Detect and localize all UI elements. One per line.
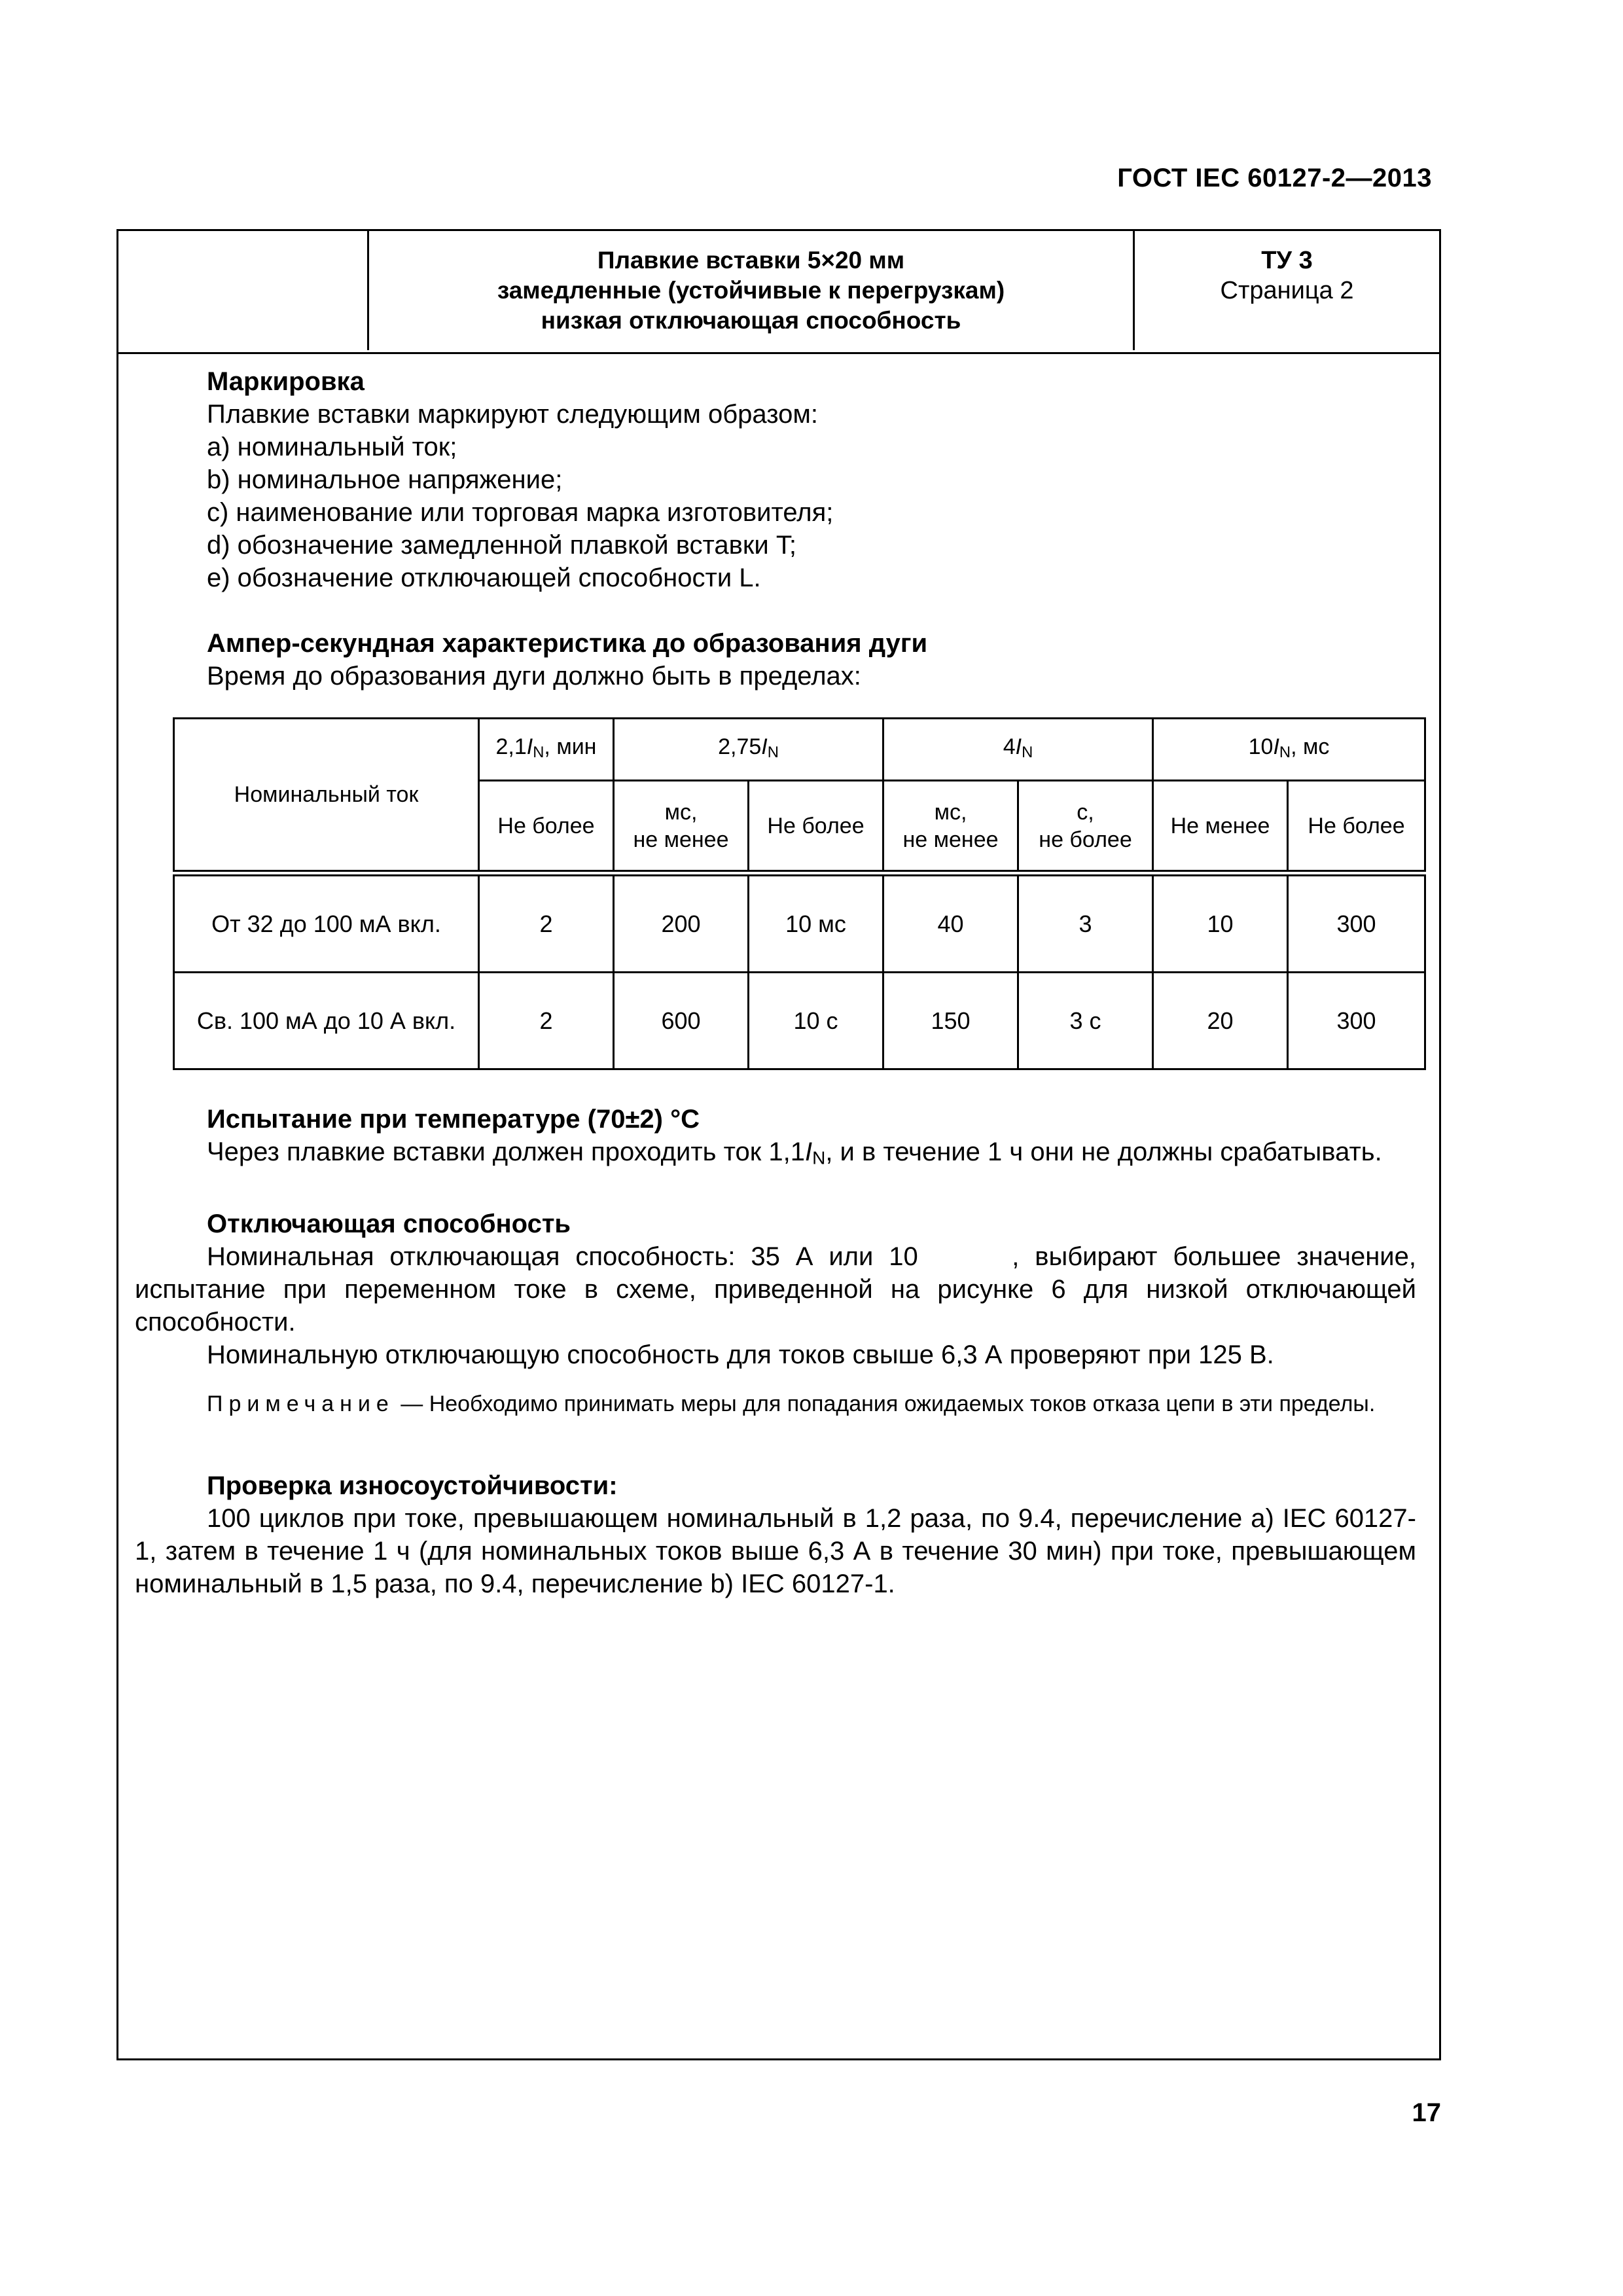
section-heading-temperature-test: Испытание при температуре (70±2) °C xyxy=(207,1105,700,1134)
sheet-title xyxy=(369,231,1135,350)
table-cell: 600 xyxy=(614,973,749,1069)
breaking-capacity-voltage: Номинальную отключающую способность для токов свыше 6,3 А проверяют при 125 В. xyxy=(207,1340,1274,1369)
table-cell: 150 xyxy=(883,973,1018,1069)
sub-header: мс, не менее xyxy=(614,781,749,871)
table-cell: Св. 100 мА до 10 А вкл. xyxy=(174,973,479,1069)
table-cell: 20 xyxy=(1153,973,1288,1069)
page-number: 17 xyxy=(1412,2098,1441,2127)
list-item: d) обозначение замедленной плавкой вставки T; xyxy=(207,531,796,560)
header-separator xyxy=(174,871,1425,876)
note-text: — Необходимо принимать меры для попадания ожидаемых токов отказа цепи в эти пределы. xyxy=(394,1391,1376,1416)
sub-header: Не более xyxy=(749,781,883,871)
table-cell: 10 xyxy=(1153,876,1288,973)
section-heading-marking: Маркировка xyxy=(207,367,365,396)
table-cell: 10 с xyxy=(749,973,883,1069)
sheet-header-blank-cell xyxy=(118,231,369,350)
marking-intro: Плавкие вставки маркируют следующим образом: xyxy=(207,400,818,429)
temperature-test-text: Через плавкие вставки должен проходить ток 1,1IN, и в течение 1 ч они не должны срабатывать. xyxy=(207,1138,1382,1168)
header-rated-current: Номинальный ток xyxy=(174,719,479,871)
sheet-title-line: замедленные (устойчивые к перегрузкам) xyxy=(497,277,1005,304)
header-group: 2,75IN xyxy=(614,719,883,781)
list-item: a) номинальный ток; xyxy=(207,433,457,461)
note xyxy=(135,1390,1416,1418)
header-group: 2,1IN, мин xyxy=(479,719,614,781)
spacer xyxy=(135,1451,1416,1469)
sheet-title-line: низкая отключающая способность xyxy=(541,307,961,334)
list-item: e) обозначение отключающей способности L. xyxy=(207,564,761,592)
section-heading-breaking-capacity: Отключающая способность xyxy=(207,1209,571,1238)
sheet-content xyxy=(135,365,1424,1600)
list-item: b) номинальное напряжение; xyxy=(207,465,563,494)
table-cell: 2 xyxy=(479,973,614,1069)
sub-header: с, не более xyxy=(1018,781,1153,871)
section-heading-endurance: Проверка износоустойчивости: xyxy=(207,1471,618,1500)
spacer xyxy=(135,1418,1416,1451)
spacer xyxy=(135,1371,1416,1390)
sheet-page: Страница 2 xyxy=(1220,277,1354,304)
prearcing-time-table xyxy=(173,717,1424,1070)
table-cell: 3 xyxy=(1018,876,1153,973)
sub-header: Не более xyxy=(1288,781,1425,871)
sub-header: Не менее xyxy=(1153,781,1288,871)
breaking-capacity-text: Номинальная отключающая способность: 35 А или 10 , выбирают большее значение, испытание при переменном токе в схеме, приведенной на рисунке 6 для низкой отключающей способности. xyxy=(135,1242,1424,1336)
characteristic-intro: Время до образования дуги должно быть в пределах: xyxy=(207,662,861,691)
sub-header: мс, не менее xyxy=(883,781,1018,871)
sheet-title-line: Плавкие вставки 5×20 мм xyxy=(597,247,905,274)
section-heading-characteristic: Ампер-секундная характеристика до образования дуги xyxy=(207,629,928,658)
table-cell: 300 xyxy=(1288,876,1425,973)
sheet-id-cell xyxy=(1135,231,1439,350)
table-row xyxy=(174,973,1425,1069)
note-label: Примечание xyxy=(207,1391,395,1416)
table-cell: 2 xyxy=(479,876,614,973)
table-cell: 3 с xyxy=(1018,973,1153,1069)
table-row xyxy=(174,876,1425,973)
header-group: 10IN, мс xyxy=(1153,719,1425,781)
spacer xyxy=(135,594,1416,627)
standard-code: ГОСТ IEC 60127-2—2013 xyxy=(1117,164,1432,192)
spec-sheet-frame xyxy=(116,229,1441,2060)
table-cell: От 32 до 100 мА вкл. xyxy=(174,876,479,973)
list-item: c) наименование или торговая марка изготовителя; xyxy=(207,498,834,527)
table-cell: 200 xyxy=(614,876,749,973)
spacer xyxy=(135,1175,1416,1208)
table-cell: 10 мс xyxy=(749,876,883,973)
header-group: 4IN xyxy=(883,719,1153,781)
table-cell: 300 xyxy=(1288,973,1425,1069)
endurance-text: 100 циклов при токе, превышающем номинальный в 1,2 раза, по 9.4, перечисление a) IEC 60127-1, затем в течение 1 ч (для номинальных токов выше 6,3 А в течение 30 мин) при токе, превышающем номинальный в 1,5 раза, по 9.4, перечисление b) IEC 60127-1. xyxy=(135,1503,1416,1598)
table-cell: 40 xyxy=(883,876,1018,973)
sheet-header xyxy=(118,231,1439,354)
sheet-id: ТУ 3 xyxy=(1261,247,1313,274)
sub-header: Не более xyxy=(479,781,614,871)
